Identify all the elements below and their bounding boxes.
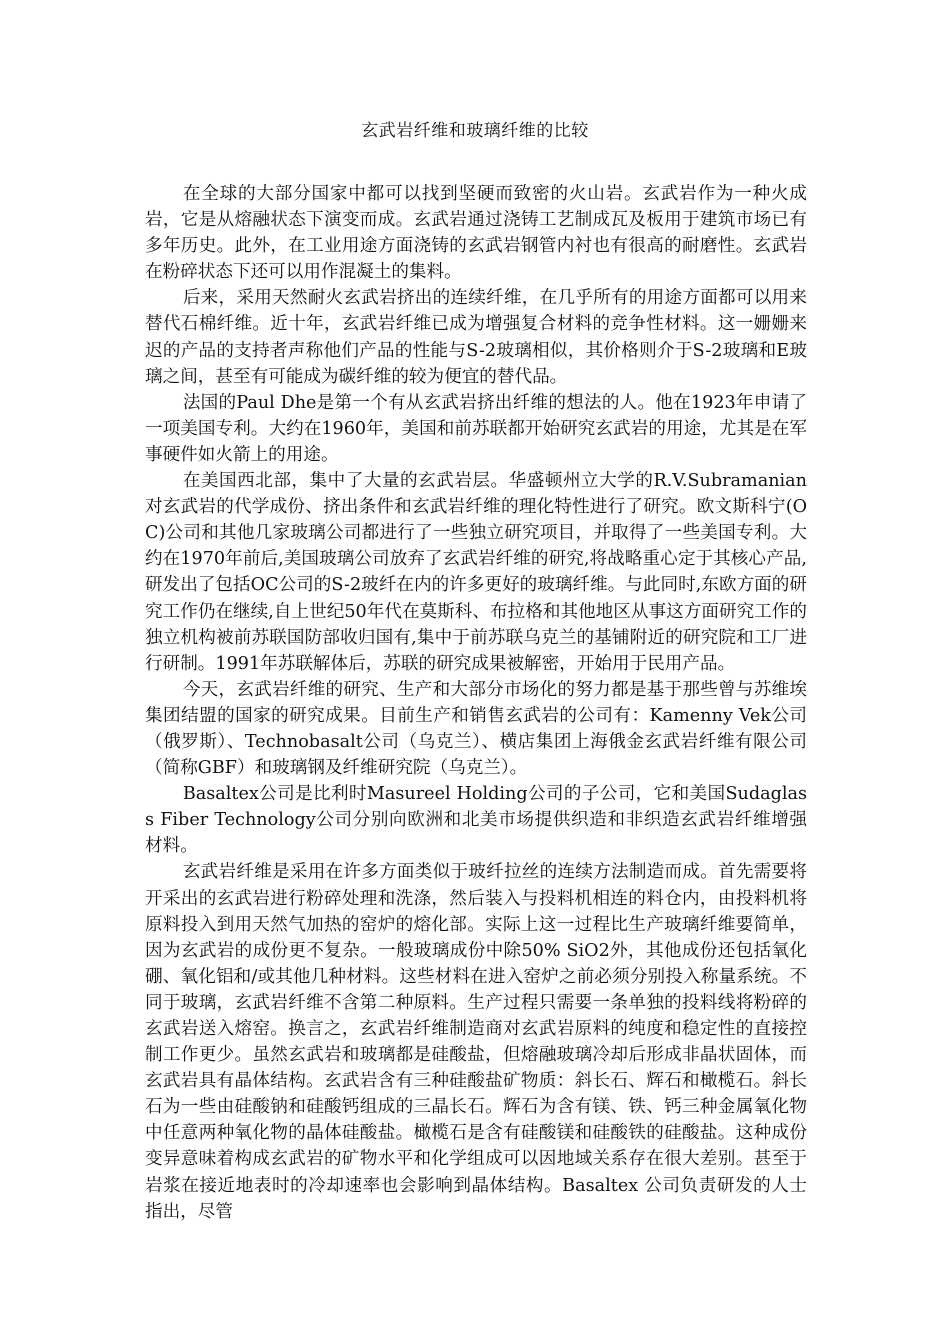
document-body <box>145 181 807 1225</box>
paragraph-6: Basaltex公司是比利时Masureel Holding公司的子公司，它和美国Sudaglass Fiber Technology公司分别向欧洲和北美市场提供织造和非织造玄武岩纤维增强材料。 <box>145 784 807 857</box>
paragraph-3: 法国的Paul Dhe是第一个有从玄武岩挤出纤维的想法的人。他在1923年申请了一项美国专利。大约在1960年，美国和前苏联都开始研究玄武岩的用途，尤其是在军事硬件如火箭上的用途。 <box>145 392 807 465</box>
paragraph-7: 玄武岩纤维是采用在许多方面类似于玻纤拉丝的连续方法制造而成。首先需要将开采出的玄武岩进行粉碎处理和洗涤，然后装入与投料机相连的料仓内，由投料机将原料投入到用天然气加热的窑炉的熔化部。实际上这一过程比生产玻璃纤维要简单，因为玄武岩的成份更不复杂。一般玻璃成份中除50% SiO2外，其他成份还包括氧化硼、氧化铝和/或其他几种材料。这些材料在进入窑炉之前必须分别投入称量系统。不同于玻璃，玄武岩纤维不含第二种原料。生产过程只需要一条单独的投料线将粉碎的玄武岩送入熔窑。换言之，玄武岩纤维制造商对玄武岩原料的纯度和稳定性的直接控制工作更少。虽然玄武岩和玻璃都是硅酸盐，但熔融玻璃冷却后形成非晶状固体，而玄武岩具有晶体结构。玄武岩含有三种硅酸盐矿物质：斜长石、辉石和橄榄石。斜长石为一些由硅酸钠和硅酸钙组成的三晶长石。辉石为含有镁、铁、钙三种金属氧化物中任意两种氧化物的晶体硅酸盐。橄榄石是含有硅酸镁和硅酸铁的硅酸盐。这种成份变异意味着构成玄武岩的矿物水平和化学组成可以因地域关系存在很大差别。甚至于岩浆在接近地表时的冷却速率也会影响到晶体结构。Basaltex 公司负责研发的人士指出，尽管 <box>145 862 807 1222</box>
paragraph-5: 今天，玄武岩纤维的研究、生产和大部分市场化的努力都是基于那些曾与苏维埃集团结盟的国家的研究成果。目前生产和销售玄武岩的公司有：Kamenny Vek公司（俄罗斯）、Technobasalt公司（乌克兰）、横店集团上海俄金玄武岩纤维有限公司（简称GBF）和玻璃钢及纤维研究院（乌克兰）。 <box>145 679 807 779</box>
paragraph-4: 在美国西北部，集中了大量的玄武岩层。华盛顿州立大学的R.V.Subramanian对玄武岩的代学成份、挤出条件和玄武岩纤维的理化特性进行了研究。欧文斯科宁(OC)公司和其他几家玻璃公司都进行了一些独立研究项目，并取得了一些美国专利。大约在1970年前后,美国玻璃公司放弃了玄武岩纤维的研究,将战略重心定于其核心产品,研发出了包括OC公司的S-2玻纤在内的许多更好的玻璃纤维。与此同时,东欧方面的研究工作仍在继续,自上世纪50年代在莫斯科、布拉格和其他地区从事这方面研究工作的独立机构被前苏联国防部收归国有,集中于前苏联乌克兰的基铺附近的研究院和工厂进行研制。1991年苏联解体后，苏联的研究成果被解密，开始用于民用产品。 <box>145 471 807 674</box>
document-title: 玄武岩纤维和玻璃纤维的比较 <box>361 121 589 141</box>
paragraph-2: 后来，采用天然耐火玄武岩挤出的连续纤维，在几乎所有的用途方面都可以用来替代石棉纤维。近十年，玄武岩纤维已成为增强复合材料的竞争性材料。这一姗姗来迟的产品的支持者声称他们产品的性能与S-2玻璃相似，其价格则介于S-2玻璃和E玻璃之间，甚至有可能成为碳纤维的较为便宜的替代品。 <box>145 288 807 387</box>
paragraph-1: 在全球的大部分国家中都可以找到坚硬而致密的火山岩。玄武岩作为一种火成岩，它是从熔融状态下演变而成。玄武岩通过浇铸工艺制成瓦及板用于建筑市场已有多年历史。此外，在工业用途方面浇铸的玄武岩钢管内衬也有很高的耐磨性。玄武岩在粉碎状态下还可以用作混凝土的集料。 <box>145 184 807 283</box>
